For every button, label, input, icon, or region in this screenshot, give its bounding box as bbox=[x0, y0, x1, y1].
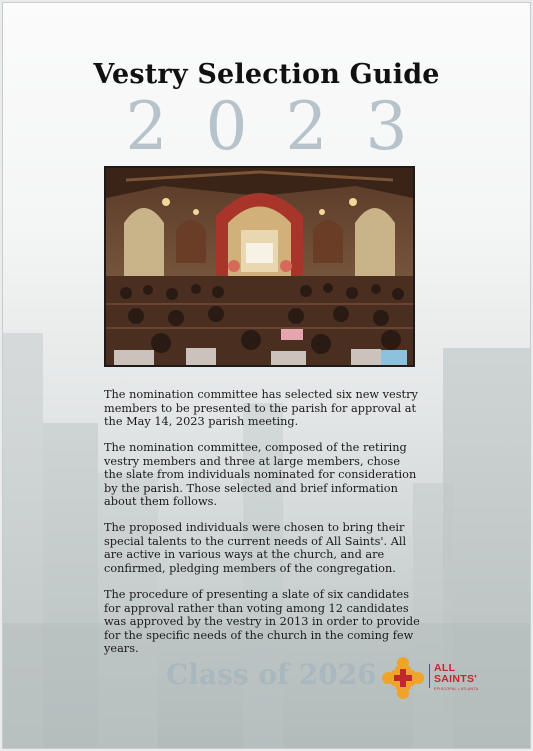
document-title: Vestry Selection Guide bbox=[93, 59, 440, 90]
document-year: 2023 bbox=[125, 88, 446, 165]
committee-paragraph: The nomination committee, composed of the retiring vestry members and three at large members, chose the slate from individuals nominated for consideration by the parish. Those selected and brief information about them follows. bbox=[104, 441, 417, 509]
cross-emblem-icon bbox=[381, 656, 425, 700]
church-interior-illustration bbox=[106, 168, 413, 365]
logo-name-line1: ALL bbox=[434, 662, 456, 674]
logo-name bbox=[434, 663, 477, 685]
intro-paragraph: The nomination committee has selected six new vestry members to be presented to the parish for approval at the May 14, 2023 parish meeting. bbox=[104, 388, 418, 429]
logo-subtitle: EPISCOPAL • ATLANTA bbox=[434, 687, 479, 691]
document-page bbox=[2, 2, 531, 749]
class-label: Class of 2026 bbox=[166, 658, 377, 691]
all-saints-logo bbox=[381, 656, 491, 700]
logo-name-line2: SAINTS' bbox=[434, 673, 478, 685]
church-interior-photo bbox=[104, 166, 415, 367]
procedure-paragraph: The procedure of presenting a slate of six candidates for approval rather than voting among 12 candidates was approved by the vestry in 2013 in order to provide for the specific needs of the church in the coming few years. bbox=[104, 588, 420, 656]
candidates-paragraph: The proposed individuals were chosen to bring their special talents to the current needs of All Saints'. All are active in various ways at the church, and are confirmed, pledging members of the congregation. bbox=[104, 521, 407, 575]
logo-divider bbox=[429, 664, 430, 688]
